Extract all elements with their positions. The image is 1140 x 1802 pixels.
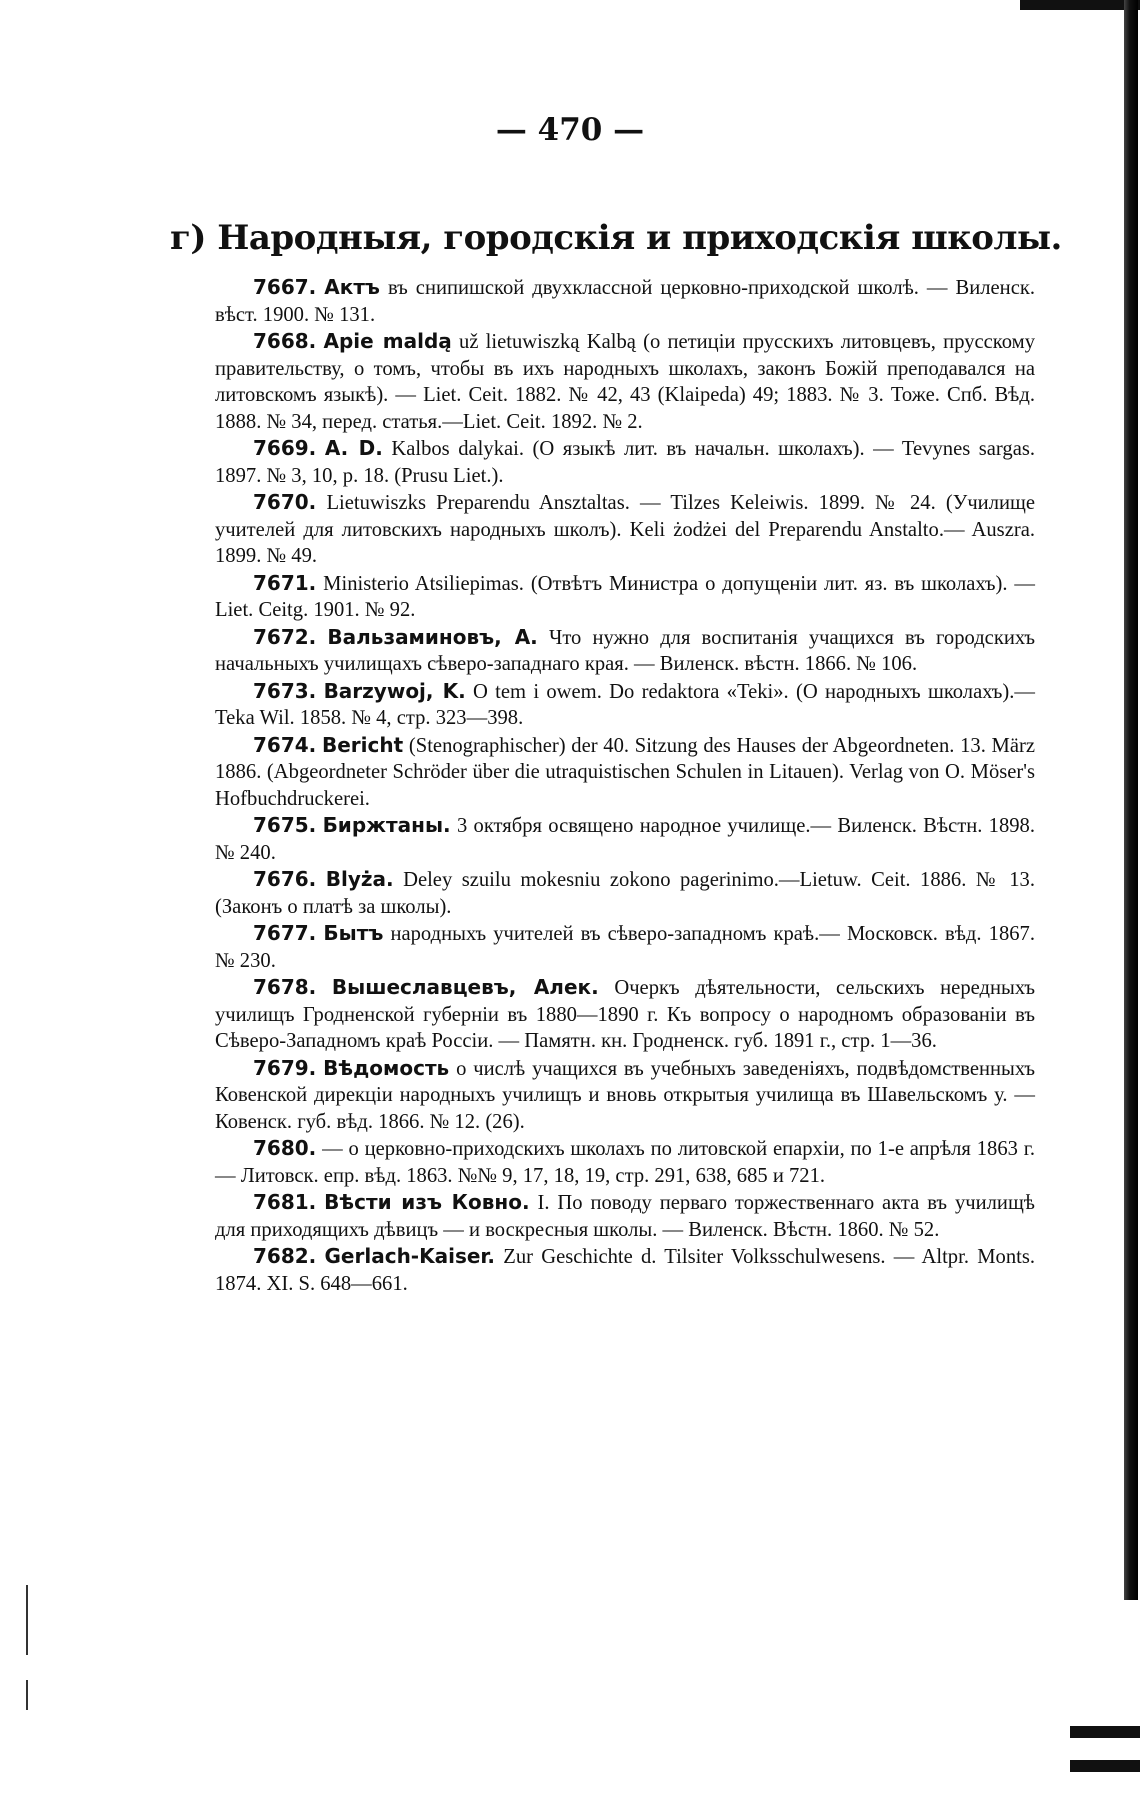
- entry-number: 7681.: [253, 1190, 317, 1214]
- entry-heading: Apie maldą: [323, 329, 452, 353]
- entry-text: (Stenographischer) der 40. Sitzung des Hauses der Abgeordneten. 13. März 1886. (Abgeordneter Schröder über die utraquistischen Schulen in Litauen). Verlag von O. Möser's Hofbuchdruckerei.: [215, 734, 1035, 810]
- entry-text: — о церковно-приходскихъ школахъ по литовской епархіи, по 1-е апрѣля 1863 г. — Литовск. епр. вѣд. 1863. №№ 9, 17, 18, 19, стр. 291, 638, 685 и 721.: [215, 1138, 1035, 1187]
- entry-text: Kalbos dalykai. (О языкѣ лит. въ начальн. школахъ). — Tevynes sargas. 1897. № 3, 10, p. 18. (Prusu Liet.).: [215, 438, 1036, 487]
- bibliography-entry: [215, 624, 1035, 678]
- scan-edge-top: [1020, 0, 1140, 10]
- bibliography-entry: [215, 274, 1035, 328]
- entry-text: 3 октября освящено народное училище.— Виленск. Вѣстн. 1898. № 240.: [215, 815, 1036, 864]
- section-heading: г) Народныя, городскія и приходскія школы.: [170, 218, 1062, 258]
- entry-heading: Вѣсти изъ Ковно.: [324, 1190, 530, 1214]
- entry-number: 7667.: [253, 275, 317, 299]
- entry-number: 7669.: [253, 436, 317, 460]
- entry-text: народныхъ учителей въ сѣверо-западномъ краѣ.— Московск. вѣд. 1867. № 230.: [215, 923, 1035, 972]
- bibliography-list: [215, 274, 1035, 1297]
- entry-heading: Вальзаминовъ, А.: [327, 624, 538, 649]
- entry-heading: Вышеславцевъ, Алек.: [331, 975, 599, 999]
- bibliography-entry: [215, 328, 1035, 435]
- bibliography-entry: [215, 678, 1035, 732]
- entry-number: 7677.: [253, 921, 317, 945]
- bibliography-entry: [215, 489, 1035, 570]
- entry-number: 7673.: [253, 678, 317, 703]
- entry-heading: Биржтаны.: [322, 813, 451, 837]
- scan-edge-right: [1124, 0, 1138, 1600]
- entry-number: 7675.: [253, 813, 317, 837]
- entry-text: Что нужно для воспитанія учащихся въ городскихъ начальныхъ училищахъ сѣверо-западнаго края. — Виленск. вѣстн. 1866. № 106.: [215, 626, 1036, 675]
- bibliography-entry: [215, 974, 1035, 1055]
- bibliography-entry: [215, 435, 1035, 489]
- entry-number: 7676.: [253, 867, 317, 891]
- page-number: — 470 —: [495, 112, 645, 148]
- entry-number: 7671.: [253, 570, 317, 595]
- entry-text: Ministerio Atsiliepimas. (Отвѣтъ Министра о допущеніи лит. яз. въ школахъ). — Liet. Ceitg. 1901. № 92.: [215, 572, 1036, 621]
- entry-heading: Blyża.: [325, 867, 394, 891]
- bibliography-entry: [215, 866, 1035, 920]
- entry-heading: Gerlach-Kaiser.: [324, 1244, 496, 1268]
- entry-heading: Бытъ: [323, 921, 384, 945]
- entry-heading: A. D.: [324, 436, 383, 460]
- entry-heading: Актъ: [324, 275, 380, 299]
- entry-text: O tem i owem. Do redaktora «Teki». (О народныхъ школахъ).— Teka Wil. 1858. № 4, стр. 323—398.: [215, 680, 1035, 729]
- entry-heading: Barzywoj, K.: [323, 678, 466, 703]
- entry-text: I. По поводу перваго торжественнаго акта въ училищѣ для приходящихъ дѣвицъ — и воскресныя школы. — Виленск. Вѣстн. 1860. № 52.: [215, 1192, 1035, 1241]
- scan-mark: [26, 1680, 28, 1710]
- bibliography-entry: [215, 570, 1035, 624]
- entry-heading: Bericht: [321, 732, 404, 757]
- bibliography-entry: [215, 1055, 1035, 1136]
- entry-number: 7682.: [253, 1244, 317, 1268]
- entry-heading: Вѣдомость: [323, 1055, 450, 1080]
- entry-text: už lietuwiszką Kalbą (о петиціи прусскихъ литовцевъ, прусскому правительству, о томъ, чтобы въ ихъ народныхъ школахъ, законъ Божій преподавался на литовскомъ языкѣ). — Liet. Ceit. 1882. № 42, 43 (Klaipeda) 49; 1883. № 3. Тоже. Спб. Вѣд. 1888. № 34, перед. статья.—Liet. Ceit. 1892. № 2.: [215, 331, 1035, 433]
- entry-text: о числѣ учащихся въ учебныхъ заведеніяхъ, подвѣдомственныхъ Ковенской дирекціи народныхъ училищъ и вновь открытыя училища въ Шавельскомъ у. — Ковенск. губ. вѣд. 1866. № 12. (26).: [215, 1057, 1036, 1133]
- scan-mark: [26, 1585, 28, 1655]
- entry-number: 7672.: [253, 624, 317, 649]
- entry-number: 7670.: [253, 490, 317, 514]
- bibliography-entry: [215, 920, 1035, 974]
- entry-text: въ снипишской двухклассной церковно-приходской школѣ. — Виленск. вѣст. 1900. № 131.: [215, 277, 1035, 326]
- entry-text: Lietuwiszks Preparendu Ansztaltas. — Tilzes Keleiwis. 1899. № 24. (Училище учителей для литовскихъ народныхъ школъ). Keli żodżei del Preparendu Anstalto.— Auszra. 1899. № 49.: [215, 492, 1036, 567]
- entry-number: 7674.: [253, 732, 317, 757]
- entry-number: 7668.: [253, 329, 317, 353]
- entry-number: 7678.: [253, 975, 317, 999]
- scan-mark: [1070, 1726, 1140, 1738]
- bibliography-entry: [215, 812, 1035, 866]
- bibliography-entry: [215, 732, 1035, 813]
- bibliography-entry: [215, 1243, 1035, 1297]
- entry-text: Zur Geschichte d. Tilsiter Volksschulwesens. — Altpr. Monts. 1874. XI. S. 648—661.: [215, 1246, 1036, 1295]
- bibliography-entry: [215, 1189, 1035, 1243]
- scan-mark: [1070, 1760, 1140, 1772]
- entry-text: Deley szuilu mokesniu zokono pagerinimo.—Lietuw. Ceit. 1886. № 13. (Законъ о платѣ за школы).: [215, 869, 1035, 918]
- entry-number: 7680.: [253, 1136, 317, 1160]
- entry-text: Очеркъ дѣятельности, сельскихъ нередныхъ училищъ Гродненской губерніи въ 1880—1890 г. Къ вопросу о народномъ образованіи въ Сѣверо-Западномъ краѣ Россіи. — Памятн. кн. Гродненск. губ. 1891 г., стр. 1—36.: [215, 977, 1035, 1052]
- bibliography-entry: [215, 1135, 1035, 1189]
- entry-number: 7679.: [253, 1055, 317, 1080]
